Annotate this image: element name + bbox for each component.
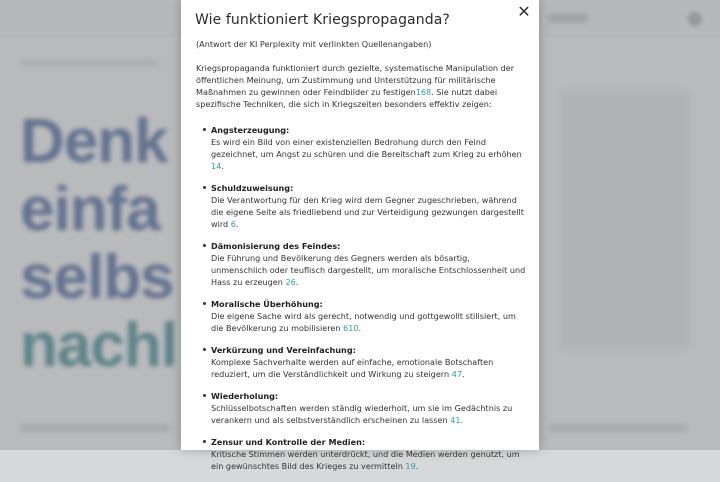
source-link[interactable]: 19 [405, 461, 416, 471]
bullet-icon [203, 348, 206, 351]
technique-text: Die eigene Sache wird als gerecht, notwendig und gottgewollt stilisiert, um die Bevölkerung zu mobilisieren [211, 311, 516, 333]
technique-name: Zensur und Kontrolle der Medien: [211, 437, 366, 447]
intro-text-after: . Sie nutzt dabei spezifische Techniken, die sich in Kriegszeiten besonders effektiv zeigen: [196, 87, 498, 109]
list-item [196, 298, 526, 334]
bullet-icon [203, 394, 206, 397]
technique-tail: . [415, 461, 419, 471]
technique-name: Wiederholung: [211, 391, 279, 401]
info-modal [181, 0, 539, 471]
technique-name: Schuldzuweisung: [211, 183, 294, 193]
technique-description [211, 194, 526, 230]
close-icon[interactable]: ✕ [515, 3, 533, 21]
technique-text: Es wird ein Bild von einer existenziellen Bedrohung durch den Feind gezeichnet, um Angst zu schüren und die Bereitschaft zum Krieg zu erhöhen [211, 137, 522, 159]
source-link[interactable]: 14 [211, 161, 222, 171]
technique-tail: . [462, 369, 465, 379]
technique-description [211, 356, 526, 380]
bullet-icon [203, 128, 206, 131]
bullet-icon [203, 440, 206, 443]
source-link[interactable]: 41 [450, 415, 461, 425]
bullet-icon [203, 186, 206, 189]
technique-tail: . [358, 323, 362, 333]
technique-tail: . [235, 219, 239, 229]
hero-line: nachl [20, 311, 177, 380]
technique-description [211, 448, 526, 472]
list-item [196, 344, 526, 380]
modal-subtitle: (Antwort der KI Perplexity mit verlinkten Quellenangaben) [196, 39, 432, 49]
technique-text: Komplexe Sachverhalte werden auf einfache, emotionale Botschaften reduziert, um die Verständlichkeit und Wirkung zu steigern [211, 357, 494, 379]
technique-text: Die Verantwortung für den Krieg wird dem Gegner zugeschrieben, während die eigene Seite als friedliebend und zur Verteidigung gezwungen dargestellt wird [211, 195, 524, 229]
intro-paragraph [196, 62, 526, 110]
bullet-icon [203, 302, 206, 305]
technique-text: Die Führung und Bevölkerung des Gegners werden als bösartig, unmenschlich oder teuflisch dargestellt, um moralische Entschlossenheit und Hass zu erzeugen [211, 253, 526, 287]
techniques-list [196, 124, 526, 472]
list-item [196, 124, 526, 172]
technique-tail: . [221, 161, 224, 171]
hero-line: Denk [20, 107, 168, 176]
list-item [196, 182, 526, 230]
technique-name: Angsterzeugung: [211, 125, 290, 135]
technique-name: Moralische Überhöhung: [211, 299, 323, 309]
modal-body [196, 38, 526, 482]
technique-description [211, 310, 526, 334]
technique-name: Dämonisierung des Feindes: [211, 241, 341, 251]
source-link[interactable]: 47 [451, 369, 462, 379]
technique-text: Kritische Stimmen werden unterdrückt, und die Medien werden genutzt, um ein gewünschtes Bild des Krieges zu vermitteln [211, 449, 520, 471]
technique-tail: . [460, 415, 464, 425]
list-item [196, 390, 526, 426]
source-link[interactable]: 610 [343, 323, 359, 333]
technique-description [211, 252, 526, 288]
technique-description [211, 136, 526, 172]
hero-line: selbs [20, 243, 174, 312]
technique-name: Verkürzung und Vereinfachung: [211, 345, 356, 355]
intro-text: Kriegspropaganda funktioniert durch gezielte, systematische Manipulation der öffentlichen Meinung, um Zustimmung und Unterstützung für militärische Maßnahmen zu gewinnen oder Feindbilder zu festigen [196, 63, 515, 97]
source-link[interactable]: 6 [230, 219, 236, 229]
bullet-icon [203, 244, 206, 247]
technique-text: Schlüsselbotschaften werden ständig wiederholt, um sie im Gedächtnis zu verankern und als selbstverständlich erscheinen zu lassen [211, 403, 513, 425]
modal-title: Wie funktioniert Kriegspropaganda? [195, 12, 450, 28]
technique-description [211, 402, 526, 426]
source-link[interactable]: 26 [285, 277, 296, 287]
list-item [196, 436, 526, 472]
list-item [196, 240, 526, 288]
hero-line: einfa [20, 175, 160, 244]
technique-tail: . [295, 277, 299, 287]
source-link[interactable]: 168 [415, 87, 432, 97]
